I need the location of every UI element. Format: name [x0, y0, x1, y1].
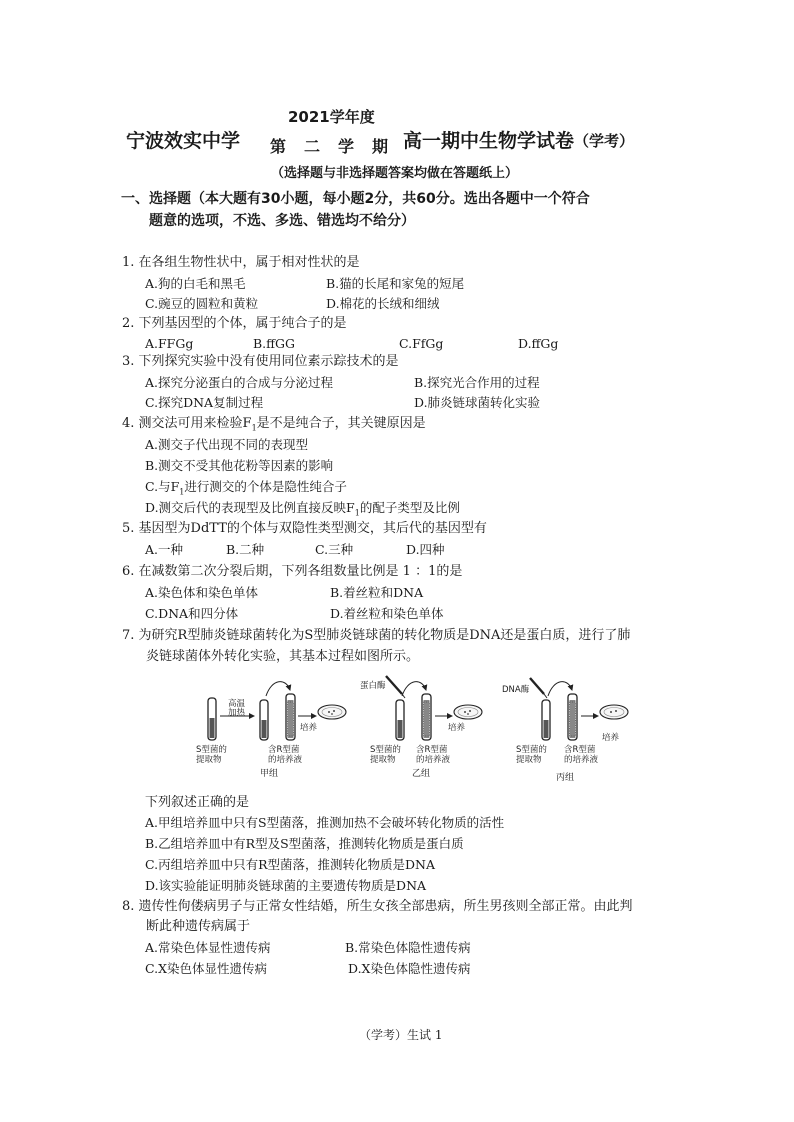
group-yi-panel — [360, 676, 482, 779]
q8-option-c: C.X染色体显性遗传病 — [145, 961, 267, 976]
group-bing-panel — [502, 678, 628, 783]
q7-option-d: D.该实验能证明肺炎链球菌的主要遗传物质是DNA — [145, 878, 427, 893]
s-extract-tube-icon — [542, 700, 550, 740]
r-culture-label-2: 的培养液 — [268, 755, 303, 765]
dnase-label: DNA酶 — [502, 685, 530, 695]
q8-option-a: A.常染色体显性遗传病 — [145, 940, 271, 955]
q2-option-a: A.FFGg — [145, 336, 194, 351]
q5-option-c: C.三种 — [315, 542, 354, 557]
r-culture-label-1: 含R型菌 — [268, 745, 300, 755]
culture-label: 培养 — [602, 733, 620, 743]
page-footer: （学考）生试 1 — [359, 1028, 443, 1042]
culture-label: 培养 — [300, 723, 318, 733]
q3-stem: 3. 下列探究实验中没有使用同位素示踪技术的是 — [122, 354, 399, 369]
q8-option-d: D.X染色体隐性遗传病 — [348, 961, 471, 976]
r-culture-label-1: 含R型菌 — [416, 745, 448, 755]
q2-option-b: B.ffGG — [253, 336, 296, 351]
dropper-icon — [530, 678, 547, 698]
q6-option-c: C.DNA和四分体 — [145, 606, 239, 621]
petri-dish-icon — [454, 705, 482, 719]
q6-option-a: A.染色体和染色单体 — [145, 585, 259, 600]
group-jia-label: 甲组 — [260, 769, 279, 779]
q7-stem-line1: 7. 为研究R型肺炎链球菌转化为S型肺炎链球菌的转化物质是DNA还是蛋白质，进行了肺 — [122, 628, 631, 643]
semester: 第 二 学 期 — [270, 137, 390, 156]
s-extract-tube-icon — [208, 698, 216, 740]
heat-label-1: 高温 — [228, 699, 246, 709]
transformation-experiment-figure — [190, 672, 650, 790]
section-heading-line1: 一、选择题（本大题有30小题，每小题2分，共60分。选出各题中一个符合 — [121, 191, 590, 207]
protease-label: 蛋白酶 — [360, 681, 386, 691]
section-heading-line2: 题意的选项，不选、多选、错选均不给分） — [149, 213, 415, 229]
q3-option-b: B.探究光合作用的过程 — [414, 375, 540, 390]
q5-option-d: D.四种 — [406, 542, 445, 557]
heated-tube-icon — [260, 700, 268, 740]
q5-stem: 5. 基因型为DdTT的个体与双隐性类型测交，其后代的基因型有 — [122, 521, 487, 536]
q3-option-a: A.探究分泌蛋白的合成与分泌过程 — [145, 375, 334, 390]
answer-note: （选择题与非选择题答案均做在答题纸上） — [271, 166, 519, 181]
q7-lead: 下列叙述正确的是 — [145, 795, 250, 810]
q4-option-b: B.测交不受其他花粉等因素的影响 — [145, 458, 334, 473]
r-culture-label-2: 的培养液 — [416, 755, 451, 765]
q7-stem-line2: 炎链球菌体外转化实验，其基本过程如图所示。 — [146, 649, 420, 664]
q7-option-b: B.乙组培养皿中有R型及S型菌落，推测转化物质是蛋白质 — [145, 836, 464, 851]
q4-option-d: D.测交后代的表现型及比例直接反映$F_1$的配子类型及比例 — [145, 500, 460, 518]
r-culture-tube-icon — [422, 694, 431, 740]
q6-option-b: B.着丝粒和DNA — [330, 585, 424, 600]
q7-option-a: A.甲组培养皿中只有S型菌落，推测加热不会破坏转化物质的活性 — [145, 815, 505, 830]
s-extract-label-2: 提取物 — [196, 755, 222, 765]
q8-option-b: B.常染色体隐性遗传病 — [345, 940, 471, 955]
q6-stem: 6. 在减数第二次分裂后期，下列各组数量比例是 1 ：1的是 — [122, 564, 463, 579]
q5-option-a: A.一种 — [145, 542, 184, 557]
exam-title-suffix: （学考） — [574, 132, 635, 150]
culture-label: 培养 — [448, 723, 466, 733]
exam-title: 高一期中生物学试卷 — [403, 130, 575, 152]
s-extract-label-1: S型菌的 — [370, 745, 401, 755]
r-culture-tube-icon — [568, 694, 577, 740]
q4-option-a: A.测交子代出现不同的表现型 — [145, 437, 309, 452]
q2-option-c: C.FfGg — [399, 336, 444, 351]
q1-option-d: D.棉花的长绒和细绒 — [326, 296, 440, 311]
q3-option-c: C.探究DNA复制过程 — [145, 395, 264, 410]
q1-option-c: C.豌豆的圆粒和黄粒 — [145, 296, 259, 311]
q4-option-c: C.与$F_1$进行测交的个体是隐性纯合子 — [145, 479, 347, 497]
q2-option-d: D.ffGg — [518, 336, 559, 351]
school-year: 2021学年度 — [288, 108, 375, 126]
school-name: 宁波效实中学 — [126, 130, 241, 152]
q8-stem-line2: 断此种遗传病属于 — [146, 919, 251, 934]
q3-option-d: D.肺炎链球菌转化实验 — [414, 395, 541, 410]
q5-option-b: B.二种 — [226, 542, 265, 557]
s-extract-tube-icon — [396, 700, 404, 740]
s-extract-label-1: S型菌的 — [196, 745, 227, 755]
q8-stem-line1: 8. 遗传性佝偻病男子与正常女性结婚，所生女孩全部患病，所生男孩则全部正常。由此判 — [122, 899, 633, 914]
q4-stem: 4. 测交法可用来检验$F_1$是不是纯合子，其关键原因是 — [122, 416, 426, 433]
s-extract-label-1: S型菌的 — [516, 745, 547, 755]
group-jia-panel — [196, 682, 346, 779]
q1-stem: 1. 在各组生物性状中，属于相对性状的是 — [122, 255, 360, 270]
petri-dish-icon — [318, 705, 346, 719]
heat-label-2: 加热 — [228, 708, 246, 718]
r-culture-tube-icon — [286, 694, 295, 740]
petri-dish-icon — [600, 705, 628, 719]
q1-option-a: A.狗的白毛和黑毛 — [145, 276, 246, 291]
group-bing-label: 丙组 — [556, 773, 575, 783]
r-culture-label-2: 的培养液 — [564, 755, 599, 765]
q6-option-d: D.着丝粒和染色单体 — [330, 606, 444, 621]
r-culture-label-1: 含R型菌 — [564, 745, 596, 755]
q2-stem: 2. 下列基因型的个体，属于纯合子的是 — [122, 316, 347, 331]
q1-option-b: B.猫的长尾和家兔的短尾 — [326, 276, 465, 291]
s-extract-label-2: 提取物 — [370, 755, 396, 765]
group-yi-label: 乙组 — [412, 769, 431, 779]
q7-option-c: C.丙组培养皿中只有R型菌落，推测转化物质是DNA — [145, 857, 435, 872]
s-extract-label-2: 提取物 — [516, 755, 542, 765]
